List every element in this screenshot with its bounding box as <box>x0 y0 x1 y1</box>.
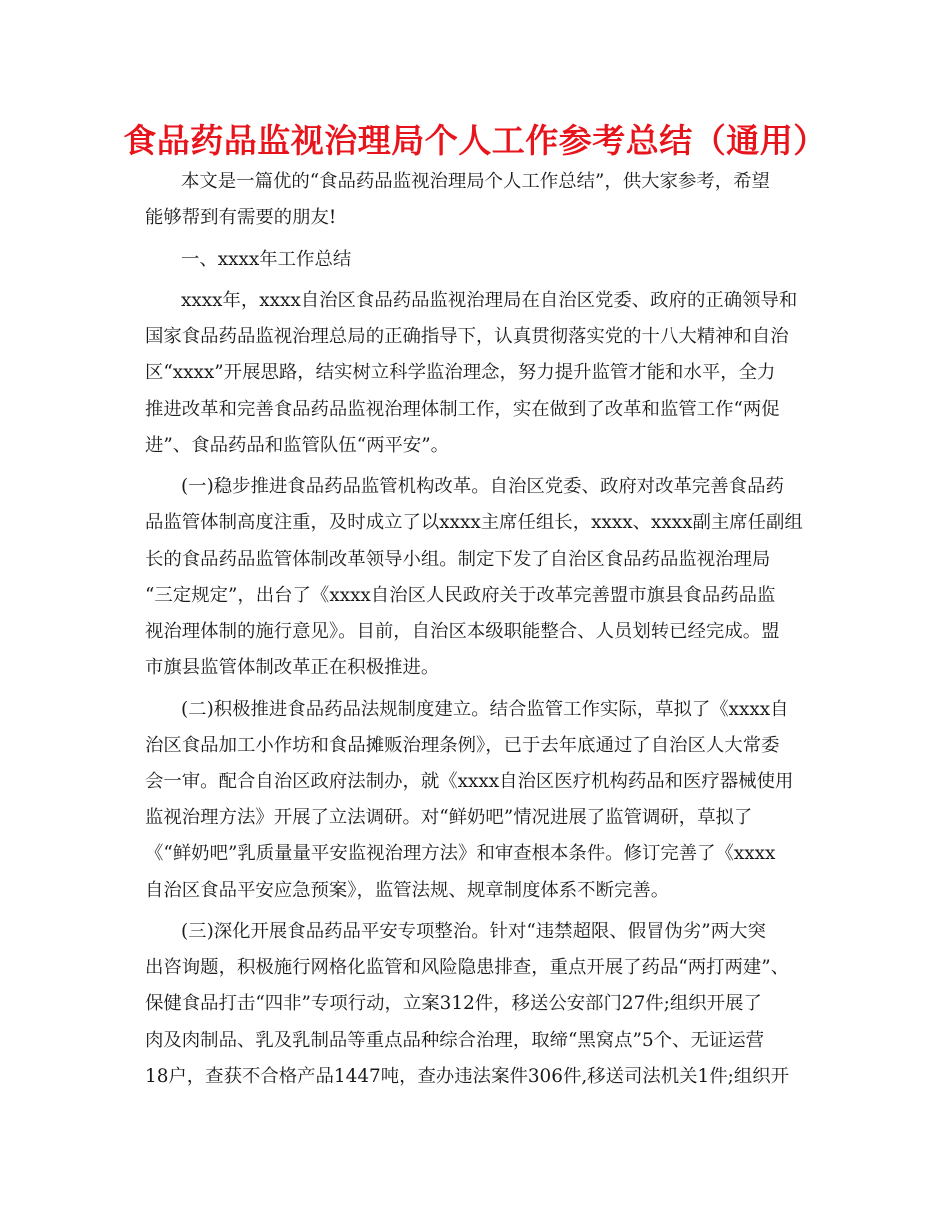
paragraph-item-3 <box>145 914 810 1095</box>
document-body <box>145 164 810 1100</box>
text-line: 保健食品打击“四非”专项行动，立案312件，移送公安部门27件;组织开展了 <box>145 993 762 1015</box>
text-line: 治区食品加工小作坊和食品摊贩治理条例》，已于去年底通过了自治区人大常委 <box>145 734 780 756</box>
paragraph-item-2 <box>145 692 810 909</box>
text-line: 出咨询题，积极施行网格化监管和风险隐患排查，重点开展了药品“两打两建”、 <box>145 957 790 979</box>
text-line: 一、xxxx年工作总结 <box>181 248 352 270</box>
text-line: 国家食品药品监视治理总局的正确指导下，认真贯彻落实党的十八大精神和自治 <box>145 326 789 348</box>
text-line: 18户，查获不合格产品1447吨，查办违法案件306件,移送司法机关1件;组织开 <box>145 1065 789 1087</box>
text-line: xxxx年，xxxx自治区食品药品监视治理局在自治区党委、政府的正确领导和 <box>181 289 798 311</box>
text-line: 推进改革和完善食品药品监视治理体制工作，实在做到了改革和监管工作“两促 <box>145 398 780 420</box>
text-line: 市旗县监管体制改革正在积极推进。 <box>145 657 440 679</box>
text-line: 视治理体制的施行意见》。目前，自治区本级职能整合、人员划转已经完成。盟 <box>145 621 780 642</box>
text-line: (一)稳步推进食品药品监管机构改革。自治区党委、政府对改革完善食品药 <box>181 476 784 498</box>
text-line: 品监管体制高度注重，及时成立了以xxxx主席任组长，xxxx、xxxx副主席任副组 <box>145 512 803 534</box>
text-line: “三定规定”，出台了《xxxx自治区人民政府关于改革完善盟市旗县食品药品监 <box>145 584 776 606</box>
text-line: 本文是一篇优的“食品药品监视治理局个人工作总结”，供大家参考，希望 <box>181 171 770 192</box>
text-line: 自治区食品平安应急预案》，监管法规、规章制度体系不断完善。 <box>145 879 670 901</box>
text-line: (二)积极推进食品药品法规制度建立。结合监管工作实际，草拟了《xxxx自 <box>181 698 789 720</box>
text-line: 《“鲜奶吧”乳质量量平安监视治理方法》和审查根本条件。修订完善了《xxxx <box>145 843 776 865</box>
paragraph-item-1 <box>145 469 810 686</box>
document-title: 食品药品监视治理局个人工作参考总结（通用） <box>123 121 827 160</box>
text-line: 监视治理方法》开展了立法调研。对“鲜奶吧”情况进展了监管调研，草拟了 <box>145 807 753 829</box>
paragraph-intro <box>145 164 810 236</box>
text-line: 进”、食品药品和监管队伍“两平安”。 <box>145 434 450 456</box>
paragraph-summary <box>145 283 810 464</box>
text-line: 长的食品药品监管体制改革领导小组。制定下发了自治区食品药品监视治理局 <box>145 548 771 570</box>
text-line: 肉及肉制品、乳及乳制品等重点品种综合治理，取缔“黑窝点”5个、无证运营 <box>145 1029 765 1051</box>
section-heading <box>145 242 810 278</box>
text-line: (三)深化开展食品药品平安专项整治。针对“违禁超限、假冒伪劣”两大突 <box>181 921 766 942</box>
text-line: 区“xxxx”开展思路，结实树立科学监治理念，努力提升监管才能和水平，全力 <box>145 362 776 384</box>
text-line: 能够帮到有需要的朋友! <box>145 207 337 229</box>
text-line: 会一审。配合自治区政府法制办，就《xxxx自治区医疗机构药品和医疗器械使用 <box>145 771 794 792</box>
